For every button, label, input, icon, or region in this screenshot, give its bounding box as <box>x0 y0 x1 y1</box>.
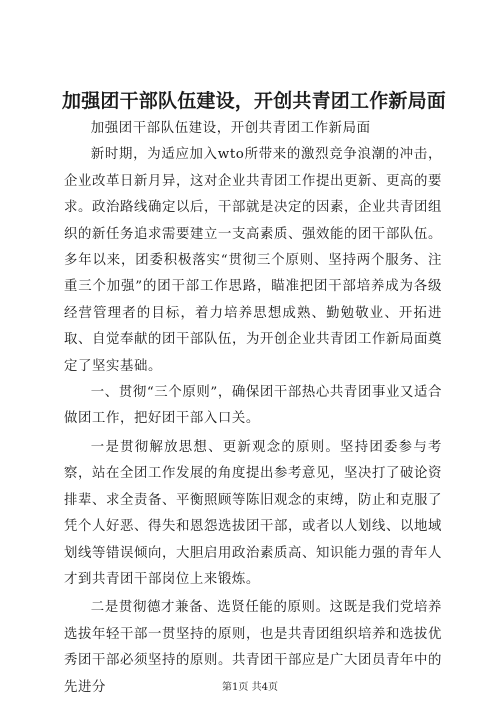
body-paragraph: 新时期，为适应加入wto所带来的激烈竞争浪潮的冲击，企业改革日新月异，这对企业共青团工作提出更新、更高的要求。政治路线确定以后，干部就是决定的因素，企业共青团组织的新任务追求需要建立一支高素质、强效能的团干部队伍。多年以来，团委积极落实“贯彻三个原则、坚持两个服务、注重三个加强”的团干部工作思路，瞄准把团干部培养成为各级经营管理者的目标，着力培养思想成熟、勤勉敬业、开拓进取、自觉奉献的团干部队伍，为开创企业共青团工作新局面奠定了坚实基础。 <box>64 147 442 374</box>
subtitle-paragraph: 加强团干部队伍建设，开创共青团工作新局面 <box>90 121 371 136</box>
page-number: 第1页 共4页 <box>222 682 278 693</box>
section-heading-paragraph: 一、贯彻“三个原则”，确保团干部热心共青团事业又适合做团工作，把好团干部入口关。 <box>64 385 442 427</box>
body-paragraph: 一是贯彻解放思想、更新观念的原则。坚持团委参与考察，站在全团工作发展的角度提出参考意见，坚决打了破论资排辈、求全责备、平衡照顾等陈旧观念的束缚，防止和克服了凭个人好恶、得失和恩怨选拔团干部，或者以人划线、以地域划线等错误倾向，大胆启用政治素质高、知识能力强的青年人才到共青团干部岗位上来锻炼。 <box>64 439 442 587</box>
document-title: 加强团干部队伍建设，开创共青团工作新局面 <box>62 90 447 112</box>
body-paragraph: 二是贯彻德才兼备、选贤任能的原则。这既是我们党培养选拔年轻干部一贯坚持的原则，也是共青团组织培养和选拔优秀团干部必须坚持的原则。共青团干部应是广大团员青年中的先进分 <box>64 600 442 695</box>
document-body <box>64 116 442 701</box>
